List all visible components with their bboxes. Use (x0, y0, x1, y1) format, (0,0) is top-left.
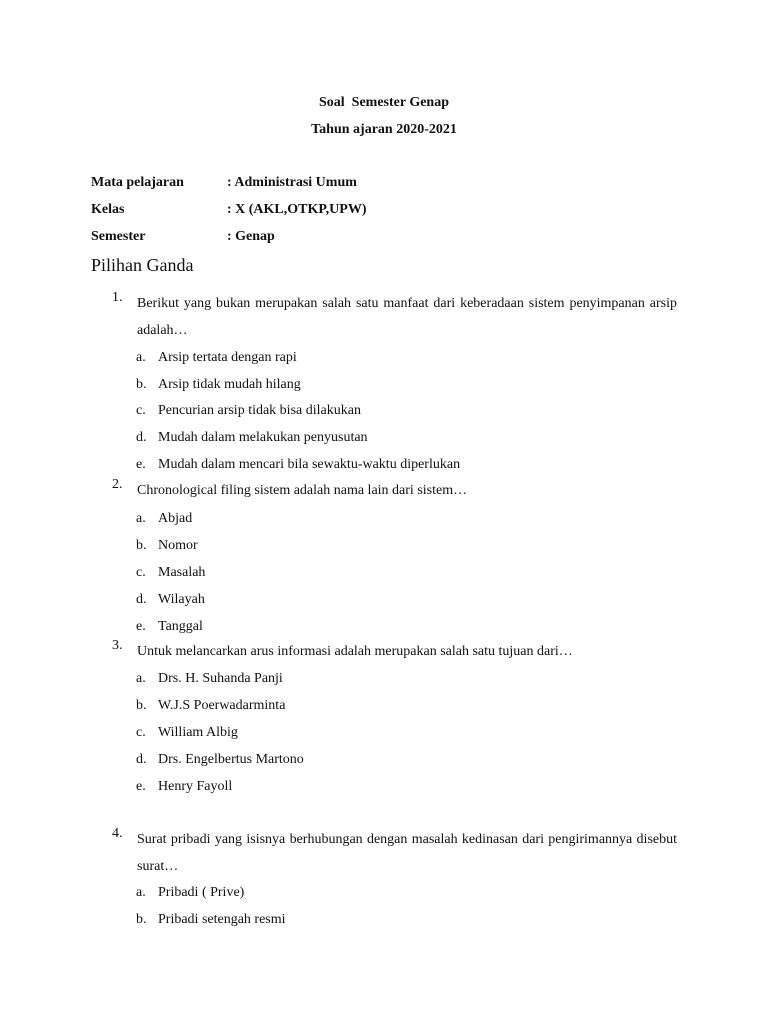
option-text: Masalah (158, 565, 206, 580)
info-value: : Genap (227, 229, 275, 244)
option-text: Abjad (158, 511, 193, 526)
option-letter: e. (136, 619, 146, 634)
option-letter: a. (136, 511, 146, 526)
option-text: Wilayah (158, 592, 205, 607)
option-text: Pribadi ( Prive) (158, 885, 245, 900)
question-number: 4. (112, 826, 123, 841)
option-letter: c. (136, 565, 146, 580)
option-letter: c. (136, 725, 146, 740)
option-letter: e. (136, 457, 146, 472)
option-letter: b. (136, 912, 147, 927)
document-title: Soal Semester Genap (318, 95, 449, 110)
question-text: Chronological filing sistem adalah nama lain dari sistem… (137, 483, 468, 498)
option-letter: d. (136, 592, 147, 607)
option-text: W.J.S Poerwadarminta (158, 698, 286, 713)
section-title: Pilihan Ganda (91, 255, 194, 275)
info-value: : X (AKL,OTKP,UPW) (227, 202, 367, 217)
document-subtitle: Tahun ajaran 2020-2021 (311, 122, 457, 137)
info-label: Mata pelajaran (91, 175, 184, 190)
option-text: Tanggal (158, 619, 203, 634)
option-letter: a. (136, 671, 146, 686)
option-text: Drs. Engelbertus Martono (158, 752, 304, 767)
option-letter: b. (136, 377, 147, 392)
option-letter: d. (136, 430, 147, 445)
option-text: Henry Fayoll (158, 779, 233, 794)
info-value: : Administrasi Umum (227, 175, 357, 190)
question-text: Surat pribadi yang isisnya berhubungan dengan masalah kedinasan dari pengirimannya disebut surat… (137, 832, 677, 874)
info-label: Semester (91, 229, 146, 244)
option-text: William Albig (158, 725, 238, 740)
option-text: Arsip tidak mudah hilang (158, 377, 301, 392)
option-letter: d. (136, 752, 147, 767)
option-letter: c. (136, 403, 146, 418)
info-label: Kelas (91, 202, 125, 217)
option-letter: a. (136, 885, 146, 900)
option-text: Arsip tertata dengan rapi (158, 350, 297, 365)
option-letter: b. (136, 698, 147, 713)
option-text: Pencurian arsip tidak bisa dilakukan (158, 403, 361, 418)
option-text: Nomor (158, 538, 198, 553)
option-text: Pribadi setengah resmi (158, 912, 286, 927)
option-letter: e. (136, 779, 146, 794)
question-number: 2. (112, 477, 123, 492)
question-number: 1. (112, 290, 123, 305)
question-number: 3. (112, 638, 123, 653)
option-text: Drs. H. Suhanda Panji (158, 671, 283, 686)
option-text: Mudah dalam melakukan penyusutan (158, 430, 368, 445)
option-text: Mudah dalam mencari bila sewaktu-waktu diperlukan (158, 457, 461, 472)
question-text: Untuk melancarkan arus informasi adalah merupakan salah satu tujuan dari… (137, 644, 573, 659)
option-letter: b. (136, 538, 147, 553)
option-letter: a. (136, 350, 146, 365)
question-text: Berikut yang bukan merupakan salah satu manfaat dari keberadaan sistem penyimpanan arsip adalah… (137, 296, 677, 338)
